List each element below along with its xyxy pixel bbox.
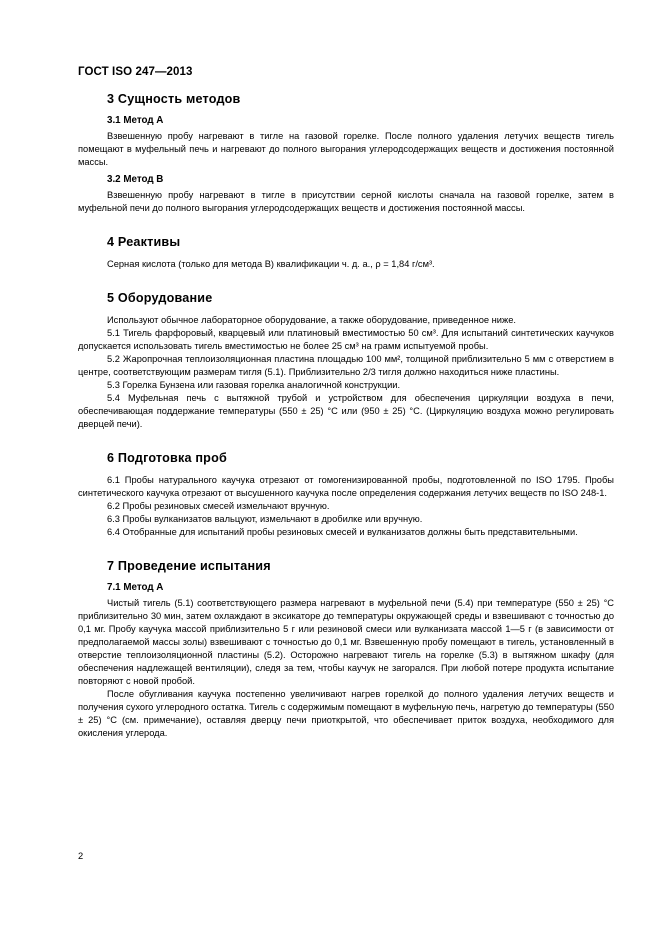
subsection-3-2-text: Взвешенную пробу нагревают в тигле в присутствии серной кислоты сначала на газовой горелке, затем в муфельной печи до полного выгорания углеродсодержащих веществ и достижения постоянной массы. [78, 190, 614, 213]
paragraph-6-3: 6.3 Пробы вулканизатов вальцуют, измельчают в дробилке или вручную. [107, 514, 423, 524]
subsection-3-1-text: Взвешенную пробу нагревают в тигле на газовой горелке. После полного удаления летучих веществ тигель помещают в муфельный печь и нагревают до полного выгорания углеродсодержащих веществ и достижения постоянной массы. [78, 131, 614, 167]
paragraph-6-1: 6.1 Пробы натурального каучука отрезают от гомогенизированной пробы, подготовленной по ISO 1795. Пробы синтетического каучука отрезают от высушенного каучука после определения содержания летучих веществ по ISO 248-1. [78, 475, 614, 498]
paragraph-7-1-b: После обугливания каучука постепенно увеличивают нагрев горелкой до полного удаления летучих веществ и получения сухого углеродного остатка. Тигель с содержимым помещают в муфельную печь, нагретую до температуры (550 ± 25) °С (см. примечание), оставляя дверцу печи приоткрытой, что обеспечивает приток воздуха, необходимого для окисления углерода. [78, 689, 614, 738]
paragraph-6-4: 6.4 Отобранные для испытаний пробы резиновых смесей и вулканизатов должны быть представительными. [107, 527, 578, 537]
section-3 [78, 92, 614, 215]
paragraph-7-1-a: Чистый тигель (5.1) соответствующего размера нагревают в муфельной печи (5.4) при температуре (550 ± 25) °С приблизительно 30 мин, затем охлаждают в эксикаторе до температуры окружающей среды и взвешивают с точностью до 0,1 мг. Пробу каучука массой приблизительно 5 г или резиновой смеси или вулканизата массой 1—5 г (в зависимости от предполагаемой массы золы) взвешивают с точностью до 0,1 мг. Взвешенную пробу помещают в тигель, установленный в отверстие теплоизоляционной пластины (5.2). Осторожно нагревают тигель на горелке (5.3) в вытяжном шкафу (для обеспечения надлежащей вентиляции), следя за тем, чтобы каучук не загорался. При любой потере продукта испытание повторяют с новой пробой. [78, 598, 614, 686]
section-7-title: 7 Проведение испытания [107, 559, 271, 573]
subsection-7-1-title: 7.1 Метод А [107, 582, 164, 593]
section-4-text: Серная кислота (только для метода В) квалификации ч. д. а., ρ = 1,84 г/см³. [107, 259, 435, 269]
section-6 [78, 451, 614, 539]
paragraph-5-4: 5.4 Муфельная печь с вытяжной трубой и устройством для обеспечения циркуляции воздуха в печи, обеспечивающая поддержание температуры (550 ± 25) °С или (950 ± 25) °С. (Циркуляцию воздуха можно регулировать дверцей печи). [78, 393, 614, 429]
section-4-title: 4 Реактивы [107, 235, 181, 249]
subsection-3-1-title: 3.1 Метод А [107, 115, 164, 126]
section-4 [78, 235, 614, 271]
section-7 [78, 559, 614, 740]
section-5 [78, 291, 614, 431]
paragraph-5-2: 5.2 Жаропрочная теплоизоляционная пластина площадью 100 мм², толщиной приблизительно 5 мм с отверстием в центре, соответствующим размерам тигля (5.1). Приблизительно 2/3 тигля должно находиться ниже пластины. [78, 354, 614, 377]
section-3-title: 3 Сущность методов [107, 92, 241, 106]
document-body [78, 92, 614, 740]
section-5-title: 5 Оборудование [107, 291, 213, 305]
subsection-3-2-title: 3.2 Метод В [107, 174, 164, 185]
paragraph-5-3: 5.3 Горелка Бунзена или газовая горелка аналогичной конструкции. [107, 380, 401, 390]
page-number: 2 [78, 851, 84, 861]
paragraph-5-1: 5.1 Тигель фарфоровый, кварцевый или платиновый вместимостью 50 см³. Для испытаний синтетических каучуков допускается использовать тигель вместимостью не более 25 см³ на грамм испытуемой пробы. [78, 328, 614, 351]
document-header: ГОСТ ISO 247—2013 [78, 66, 193, 78]
section-6-title: 6 Подготовка проб [107, 451, 227, 465]
section-5-intro: Используют обычное лабораторное оборудование, а также оборудование, приведенное ниже. [107, 315, 516, 325]
paragraph-6-2: 6.2 Пробы резиновых смесей измельчают вручную. [107, 501, 330, 511]
